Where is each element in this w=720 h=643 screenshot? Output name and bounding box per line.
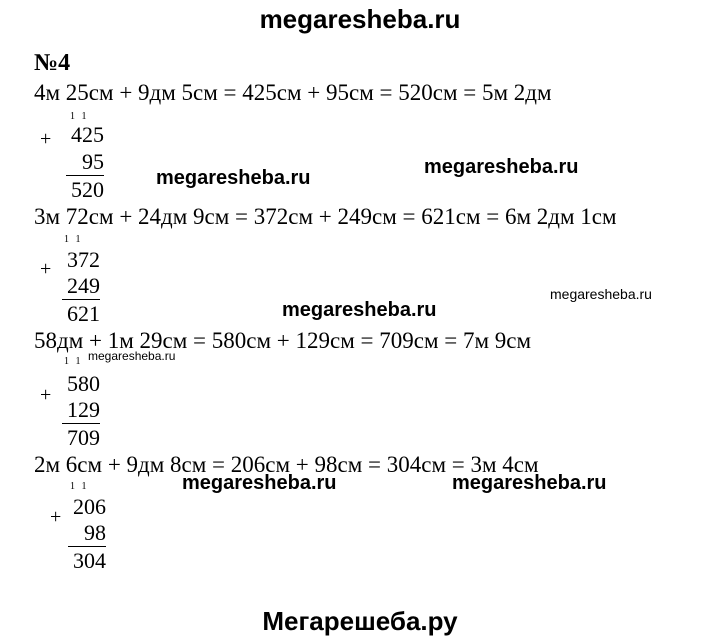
watermark: megaresheba.ru (452, 472, 607, 494)
addend-bottom: 95 (82, 149, 104, 174)
sum-result: 520 (71, 177, 104, 202)
site-header: megaresheba.ru (259, 4, 461, 34)
sum-rule (68, 546, 106, 547)
watermark: megaresheba.ru (550, 286, 652, 302)
site-footer: Мегарешеба.ру (262, 606, 458, 636)
plus-sign: + (40, 128, 52, 150)
plus-sign: + (40, 384, 52, 406)
addend-bottom: 249 (67, 273, 100, 298)
equation: 2м 6см + 9дм 8см = 206см + 98см = 304см = 3м 4см (34, 452, 539, 477)
watermark: megaresheba.ru (424, 156, 579, 178)
equation: 3м 72см + 24дм 9см = 372см + 249см = 621см = 6м 2дм 1см (34, 204, 617, 229)
carry-digits: 1 1 (64, 356, 83, 367)
carry-digits: 1 1 (70, 111, 89, 122)
watermark: megaresheba.ru (182, 472, 337, 494)
addend-top: 372 (67, 247, 100, 272)
sum-result: 709 (67, 425, 100, 450)
addend-top: 580 (67, 371, 100, 396)
watermark: megaresheba.ru (88, 349, 176, 363)
addend-bottom: 129 (67, 397, 100, 422)
equation: 58дм + 1м 29см = 580см + 129см = 709см = 7м 9см (34, 328, 532, 353)
addend-top: 206 (73, 494, 106, 519)
carry-digits: 1 1 (70, 481, 89, 492)
equation: 4м 25см + 9дм 5см = 425см + 95см = 520см = 5м 2дм (34, 80, 552, 105)
sum-rule (66, 175, 104, 176)
sum-result: 304 (73, 548, 106, 573)
carry-digits: 1 1 (64, 234, 83, 245)
sum-rule (62, 299, 100, 300)
plus-sign: + (40, 258, 52, 280)
task-number: №4 (34, 50, 71, 76)
sum-result: 621 (67, 301, 100, 326)
watermark: megaresheba.ru (282, 299, 437, 321)
sum-rule (62, 423, 100, 424)
plus-sign: + (50, 506, 62, 528)
addend-top: 425 (71, 122, 104, 147)
addend-bottom: 98 (84, 520, 106, 545)
watermark: megaresheba.ru (156, 167, 311, 189)
